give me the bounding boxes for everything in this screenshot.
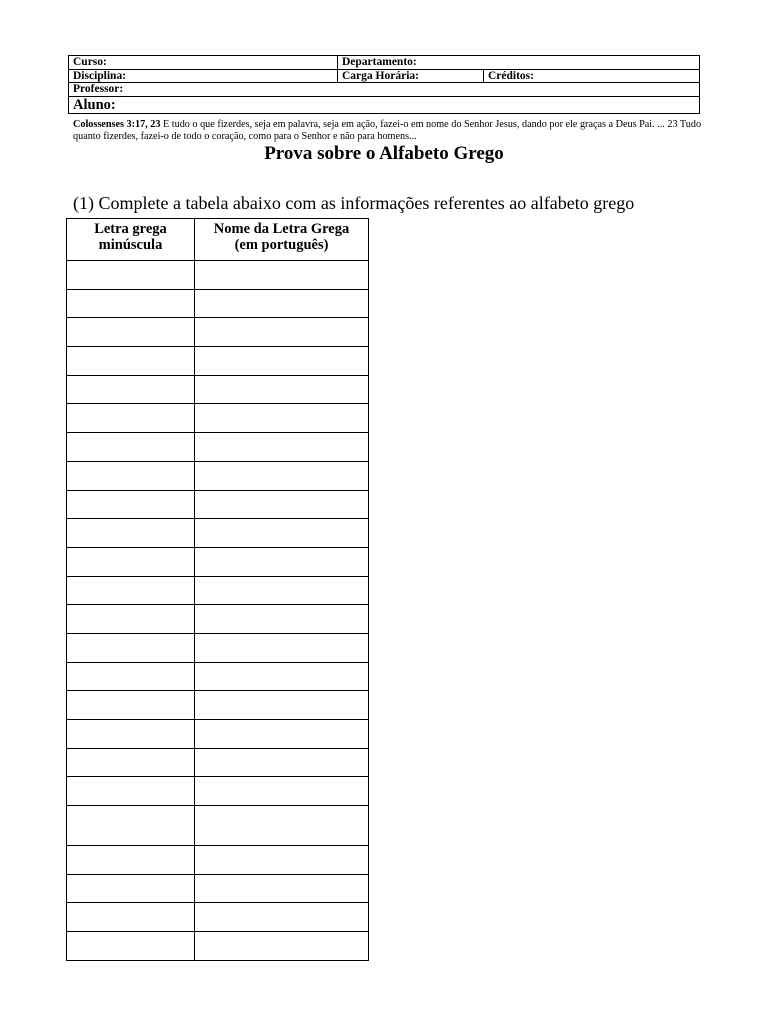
- table-row: [67, 547, 369, 576]
- verse-reference: Colossenses 3:17, 23: [73, 119, 161, 130]
- letter-cell[interactable]: [67, 932, 195, 961]
- name-cell[interactable]: [195, 874, 369, 903]
- table-row: [67, 461, 369, 490]
- table-row: [67, 605, 369, 634]
- col-header-letter-line1: Letra grega: [94, 221, 167, 237]
- table-row: [67, 932, 369, 961]
- col-header-letter-line2: minúscula: [98, 237, 163, 253]
- table-row: [67, 433, 369, 462]
- question-1: (1) Complete a tabela abaixo com as informações referentes ao alfabeto grego: [73, 193, 635, 213]
- table-row: [67, 490, 369, 519]
- table-row: [67, 576, 369, 605]
- name-cell[interactable]: [195, 318, 369, 347]
- name-cell[interactable]: [195, 777, 369, 806]
- professor-field[interactable]: Professor:: [73, 83, 124, 95]
- table-row: [67, 404, 369, 433]
- table-row: [67, 519, 369, 548]
- page-title: Prova sobre o Alfabeto Grego: [264, 143, 504, 164]
- name-cell[interactable]: [195, 605, 369, 634]
- table-row: [67, 375, 369, 404]
- name-cell[interactable]: [195, 576, 369, 605]
- name-cell[interactable]: [195, 691, 369, 720]
- name-cell[interactable]: [195, 633, 369, 662]
- departamento-field[interactable]: Departamento:: [337, 56, 699, 69]
- letter-cell[interactable]: [67, 490, 195, 519]
- name-cell[interactable]: [195, 720, 369, 749]
- table-row: [67, 318, 369, 347]
- table-row: [67, 806, 369, 846]
- name-cell[interactable]: [195, 547, 369, 576]
- verse-text: E tudo o que fizerdes, seja em palavra, seja em ação, fazei-o em nome do Senhor Jesus, dando por ele graças a Deus Pai. ... 23 Tudo quanto fizerdes, fazei-o de todo o coração, como para o Senhor e não para homens...: [73, 119, 702, 142]
- name-cell[interactable]: [195, 261, 369, 290]
- letter-cell[interactable]: [67, 806, 195, 846]
- table-row: [67, 903, 369, 932]
- letter-cell[interactable]: [67, 261, 195, 290]
- table-row: [67, 874, 369, 903]
- aluno-field[interactable]: Aluno:: [73, 96, 116, 113]
- col-header-name-line2: (em português): [234, 237, 329, 253]
- letter-cell[interactable]: [67, 662, 195, 691]
- name-cell[interactable]: [195, 404, 369, 433]
- letter-cell[interactable]: [67, 461, 195, 490]
- letter-cell[interactable]: [67, 318, 195, 347]
- name-cell[interactable]: [195, 375, 369, 404]
- disciplina-field[interactable]: Disciplina:: [73, 69, 127, 82]
- letter-cell[interactable]: [67, 576, 195, 605]
- letter-cell[interactable]: [67, 605, 195, 634]
- name-cell[interactable]: [195, 461, 369, 490]
- table-row: [67, 720, 369, 749]
- table-row: [67, 347, 369, 376]
- letter-cell[interactable]: [67, 375, 195, 404]
- letter-cell[interactable]: [67, 903, 195, 932]
- table-row: [67, 748, 369, 777]
- col-header-name: [195, 219, 369, 261]
- name-cell[interactable]: [195, 806, 369, 846]
- letter-cell[interactable]: [67, 777, 195, 806]
- name-cell[interactable]: [195, 519, 369, 548]
- letter-cell[interactable]: [67, 846, 195, 875]
- header-row-2: [69, 70, 699, 84]
- col-header-name-line1: Nome da Letra Grega: [213, 221, 350, 237]
- letter-cell[interactable]: [67, 519, 195, 548]
- table-row: [67, 662, 369, 691]
- name-cell[interactable]: [195, 846, 369, 875]
- table-row: [67, 633, 369, 662]
- letter-cell[interactable]: [67, 347, 195, 376]
- header-row-3: [69, 83, 699, 97]
- table-row: [67, 777, 369, 806]
- table-row: [67, 289, 369, 318]
- letter-cell[interactable]: [67, 691, 195, 720]
- bible-verse: [73, 119, 713, 142]
- carga-horaria-field[interactable]: Carga Horária:: [337, 70, 483, 83]
- letter-cell[interactable]: [67, 720, 195, 749]
- greek-alphabet-table: [66, 218, 369, 961]
- creditos-field[interactable]: Créditos:: [483, 70, 699, 83]
- letter-cell[interactable]: [67, 547, 195, 576]
- letter-cell[interactable]: [67, 748, 195, 777]
- name-cell[interactable]: [195, 347, 369, 376]
- name-cell[interactable]: [195, 289, 369, 318]
- letter-cell[interactable]: [67, 433, 195, 462]
- header-row-1: [69, 56, 699, 70]
- name-cell[interactable]: [195, 433, 369, 462]
- name-cell[interactable]: [195, 662, 369, 691]
- table-row: [67, 846, 369, 875]
- letter-cell[interactable]: [67, 874, 195, 903]
- header-row-4: [69, 97, 699, 113]
- letter-cell[interactable]: [67, 289, 195, 318]
- table-header-row: [67, 219, 369, 261]
- table-row: [67, 691, 369, 720]
- curso-field[interactable]: Curso:: [73, 56, 107, 68]
- name-cell[interactable]: [195, 748, 369, 777]
- name-cell[interactable]: [195, 932, 369, 961]
- table-row: [67, 261, 369, 290]
- col-header-letter: [67, 219, 195, 261]
- name-cell[interactable]: [195, 490, 369, 519]
- letter-cell[interactable]: [67, 633, 195, 662]
- letter-cell[interactable]: [67, 404, 195, 433]
- header-box: [68, 55, 700, 114]
- name-cell[interactable]: [195, 903, 369, 932]
- table-body: [67, 261, 369, 961]
